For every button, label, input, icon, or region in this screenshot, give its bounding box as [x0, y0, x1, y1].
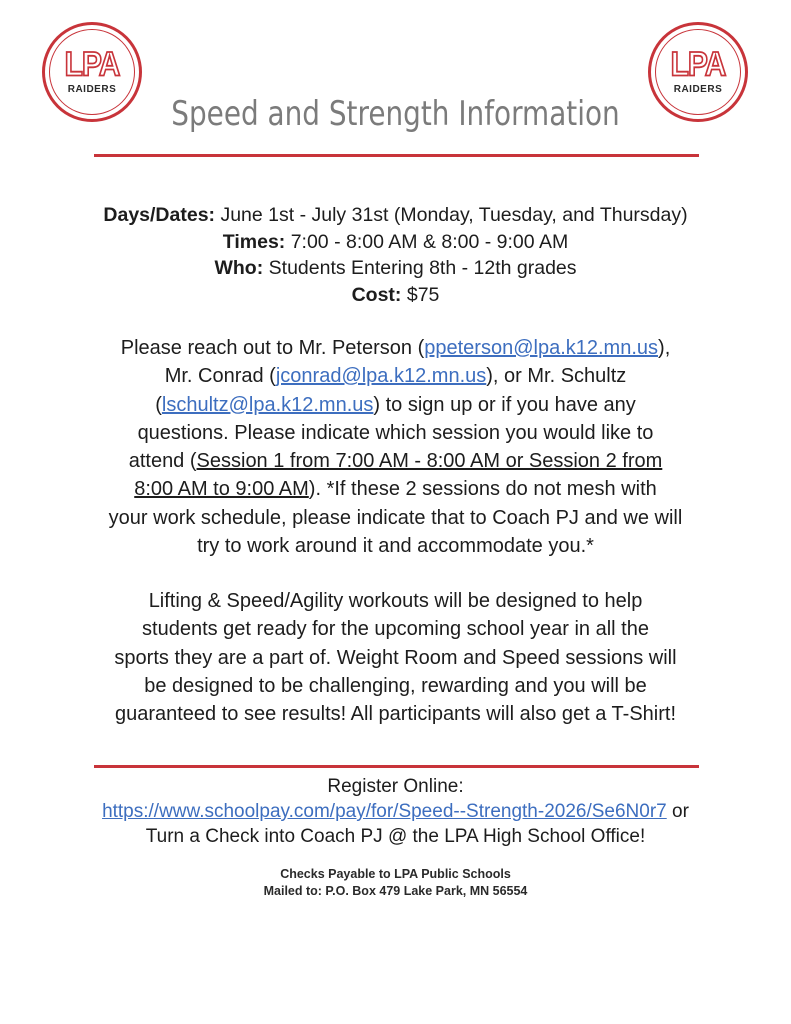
check-instructions: Turn a Check into Coach PJ @ the LPA High School Office! [145, 826, 646, 847]
checks-payable: Checks Payable to LPA Public Schools [280, 867, 511, 881]
logo-subtext: RAIDERS [67, 83, 117, 95]
description-line: Lifting & Speed/Agility workouts will be designed to help [148, 590, 643, 612]
times-line [40, 229, 751, 256]
cost-value: $75 [406, 283, 440, 306]
register-label: Register Online: [327, 776, 464, 797]
session-text: Session 1 from 7:00 AM - 8:00 AM or Session 2 from [196, 450, 663, 473]
who-value: Students Entering 8th - 12th grades [268, 257, 577, 279]
top-divider [94, 154, 699, 157]
times-value: 7:00 - 8:00 AM & 8:00 - 9:00 AM [290, 230, 569, 253]
payment-footer [40, 866, 751, 900]
description-line: guaranteed to see results! All participants will also get a T-Shirt! [114, 703, 677, 726]
logo-text: LPA [64, 44, 120, 83]
contact-line: questions. Please indicate which session you would like to [137, 421, 654, 444]
description-line: sports they are a part of. Weight Room and Speed sessions will [114, 646, 677, 669]
dates-line [40, 202, 751, 229]
contact-line: try to work around it and accommodate you.* [197, 535, 594, 558]
contact-paragraph [88, 334, 703, 560]
contact-line: Please reach out to Mr. Peterson (ppeterson@lpa.k12.mn.us), [120, 337, 671, 359]
logo-subtext: RAIDERS [673, 83, 723, 95]
page-title: Speed and Strength Information [171, 94, 620, 134]
description-line: students get ready for the upcoming school year in all the [142, 618, 649, 641]
email-link-conrad[interactable]: jconrad@lpa.k12.mn.us [275, 365, 487, 388]
register-section [40, 774, 751, 849]
logo-text: LPA [670, 44, 726, 83]
register-url-line: https://www.schoolpay.com/pay/for/Speed--Strength-2026/Se6N0r7 or [102, 801, 689, 822]
who-line [40, 255, 751, 282]
times-label: Times: [222, 230, 286, 253]
contact-line: (lschultz@lpa.k12.mn.us) to sign up or if you have any [155, 393, 636, 416]
register-link[interactable]: https://www.schoolpay.com/pay/for/Speed--Strength-2026/Se6N0r7 [102, 801, 667, 822]
contact-line: attend (Session 1 from 7:00 AM - 8:00 AM or Session 2 from [128, 450, 663, 473]
program-details [40, 202, 751, 308]
dates-value: June 1st - July 31st (Monday, Tuesday, and Thursday) [220, 204, 688, 226]
bottom-divider [94, 765, 699, 768]
dates-label: Days/Dates: [103, 204, 216, 226]
mailing-address: Mailed to: P.O. Box 479 Lake Park, MN 56554 [263, 884, 528, 898]
description-paragraph [88, 587, 703, 728]
email-link-peterson[interactable]: ppeterson@lpa.k12.mn.us [424, 337, 659, 359]
cost-label: Cost: [351, 283, 402, 306]
who-label: Who: [214, 257, 264, 279]
contact-line: 8:00 AM to 9:00 AM). *If these 2 sessions do not mesh with [134, 478, 657, 501]
description-line: be designed to be challenging, rewarding and you will be [144, 674, 647, 697]
contact-line: your work schedule, please indicate that to Coach PJ and we will [108, 506, 683, 529]
contact-line: Mr. Conrad (jconrad@lpa.k12.mn.us), or Mr. Schultz [164, 365, 627, 388]
cost-line [40, 282, 751, 309]
email-link-schultz[interactable]: lschultz@lpa.k12.mn.us [161, 393, 374, 416]
session-text: 8:00 AM to 9:00 AM [134, 478, 309, 501]
